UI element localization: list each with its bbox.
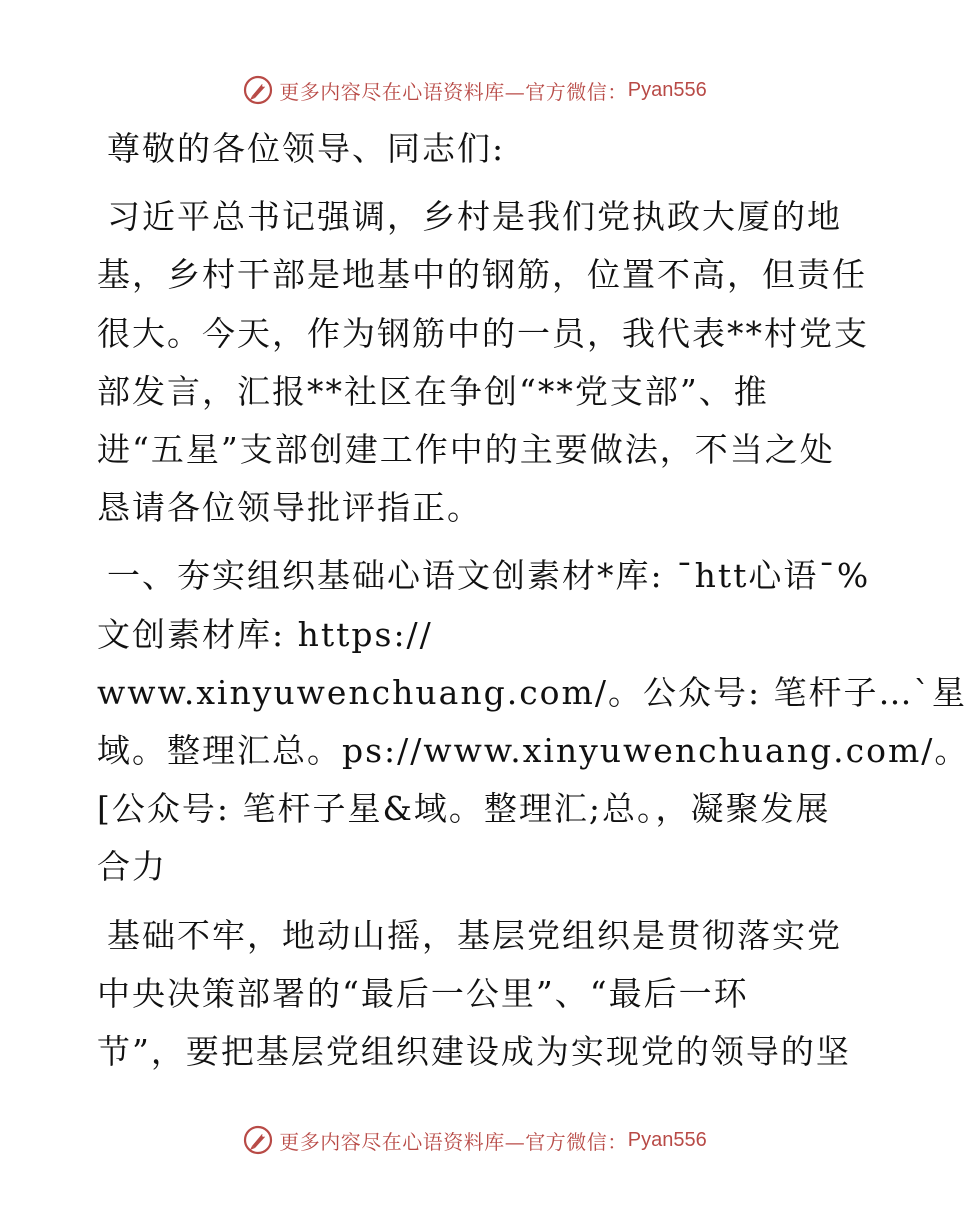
text-line: 中央决策部署的“最后一公里”、“最后一环 xyxy=(97,973,749,1013)
watermark-text: 更多内容尽在心语资料库—官方微信： xyxy=(279,79,628,104)
salutation: 尊敬的各位领导、同志们: xyxy=(107,129,506,168)
text-line: 部发言，汇报**社区在争创“**党支部”、推 xyxy=(97,371,769,411)
text-line: 文创素材库: https:// xyxy=(97,614,433,654)
text-line: 基础不牢，地动山摇，基层党组织是贯彻落实党 xyxy=(107,915,842,955)
text-line: 合力 xyxy=(97,847,167,887)
footer-watermark xyxy=(0,1120,950,1160)
section-heading xyxy=(97,547,969,896)
text-line: 一、夯实组织基础心语文创素材*库: ¯htt心语¯% xyxy=(107,556,871,596)
header-watermark xyxy=(0,70,950,110)
watermark-handle: Pyan556 xyxy=(627,78,707,101)
pen-nib-logo-icon xyxy=(243,75,273,105)
text-line: 很大。今天，作为钢筋中的一员，我代表**村党支 xyxy=(97,313,869,353)
text-line: www.xinyuwenchuang.com/。公众号: 笔杆子…`星 xyxy=(97,672,968,712)
text-line: 习近平总书记强调，乡村是我们党执政大厦的地 xyxy=(107,197,842,237)
text-line: 基，乡村干部是地基中的钢筋，位置不高，但责任 xyxy=(97,255,867,295)
text-line: 进“五星”支部创建工作中的主要做法，不当之处 xyxy=(97,430,835,470)
text-line: [公众号: 笔杆子星&域。整理汇;总。，凝聚发展 xyxy=(97,789,831,829)
pen-nib-logo-icon xyxy=(243,1125,273,1155)
intro-paragraph xyxy=(97,188,869,537)
text-line: 域。整理汇总。ps://www.xinyuwenchuang.com/。 xyxy=(97,731,969,771)
document-body xyxy=(97,120,969,1110)
body-paragraph xyxy=(97,907,857,1082)
text-line: 恳请各位领导批评指正。 xyxy=(97,488,482,528)
watermark-handle: Pyan556 xyxy=(627,1128,707,1151)
watermark-text: 更多内容尽在心语资料库—官方微信： xyxy=(279,1129,628,1154)
text-line: 节”，要把基层党组织建设成为实现党的领导的坚 xyxy=(97,1032,851,1072)
